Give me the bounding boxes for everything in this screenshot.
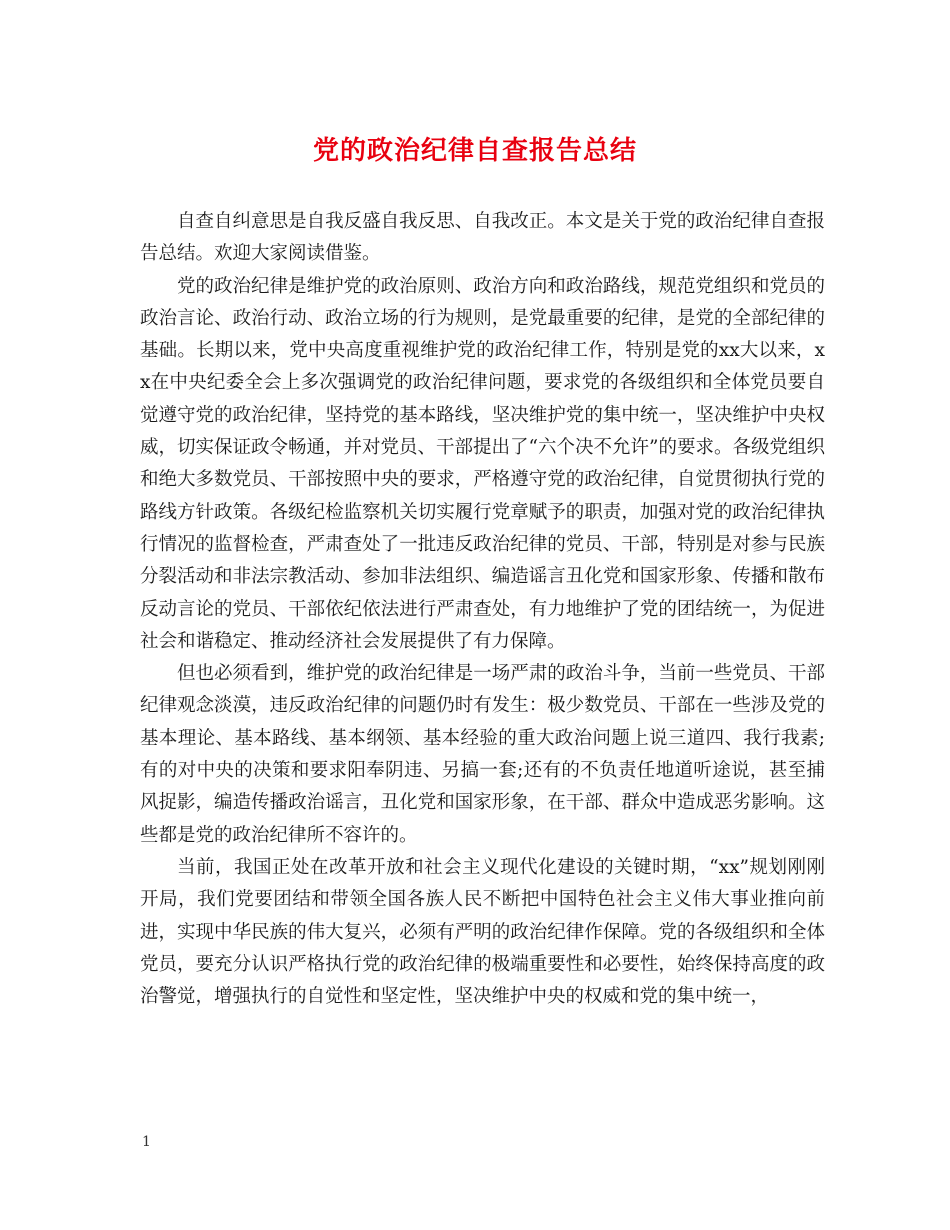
document-body <box>140 206 825 1013</box>
page-title: 党的政治纪律自查报告总结 <box>312 136 637 166</box>
paragraph-problems: 但也必须看到，维护党的政治纪律是一场严肃的政治斗争，当前一些党员、干部纪律观念淡漠，违反政治纪律的问题仍时有发生：极少数党员、干部在一些涉及党的基本理论、基本路线、基本纲领、基本经验的重大政治问题上说三道四、我行我素;有的对中央的决策和要求阳奉阴违、另搞一套;还有的不负责任地道听途说，甚至捕风捉影，编造传播政治谣言，丑化党和国家形象，在干部、群众中造成恶劣影响。这些都是党的政治纪律所不容许的。 <box>140 663 825 846</box>
paragraph-current-period: 当前，我国正处在改革开放和社会主义现代化建设的关键时期，“xx”规划刚刚开局，我们党要团结和带领全国各族人民不断把中国特色社会主义伟大事业推向前进，实现中华民族的伟大复兴，必须有严明的政治纪律作保障。党的各级组织和全体党员，要充分认识严格执行党的政治纪律的极端重要性和必要性，始终保持高度的政治警觉，增强执行的自觉性和坚定性，坚决维护中央的权威和党的集中统一， <box>140 856 825 1008</box>
paragraph-intro: 自查自纠意思是自我反盛自我反思、自我改正。本文是关于党的政治纪律自查报告总结。欢迎大家阅读借鉴。 <box>140 211 825 265</box>
paragraph-political-discipline: 党的政治纪律是维护党的政治原则、政治方向和政治路线，规范党组织和党员的政治言论、政治行动、政治立场的行为规则，是党最重要的纪律，是党的全部纪律的基础。长期以来，党中央高度重视维护党的政治纪律工作，特别是党的xx大以来，xx在中央纪委全会上多次强调党的政治纪律问题，要求党的各级组织和全体党员要自觉遵守党的政治纪律，坚持党的基本路线，坚决维护党的集中统一，坚决维护中央权威，切实保证政令畅通，并对党员、干部提出了“六个决不允许”的要求。各级党组织和绝大多数党员、干部按照中央的要求，严格遵守党的政治纪律，自觉贯彻执行党的路线方针政策。各级纪检监察机关切实履行党章赋予的职责，加强对党的政治纪律执行情况的监督检查，严肃查处了一批违反政治纪律的党员、干部，特别是对参与民族分裂活动和非法宗教活动、参加非法组织、编造谣言丑化党和国家形象、传播和散布反动言论的党员、干部依纪依法进行严肃查处，有力地维护了党的团结统一，为促进社会和谐稳定、推动经济社会发展提供了有力保障。 <box>140 275 825 652</box>
page-number: 1 <box>142 1134 151 1150</box>
